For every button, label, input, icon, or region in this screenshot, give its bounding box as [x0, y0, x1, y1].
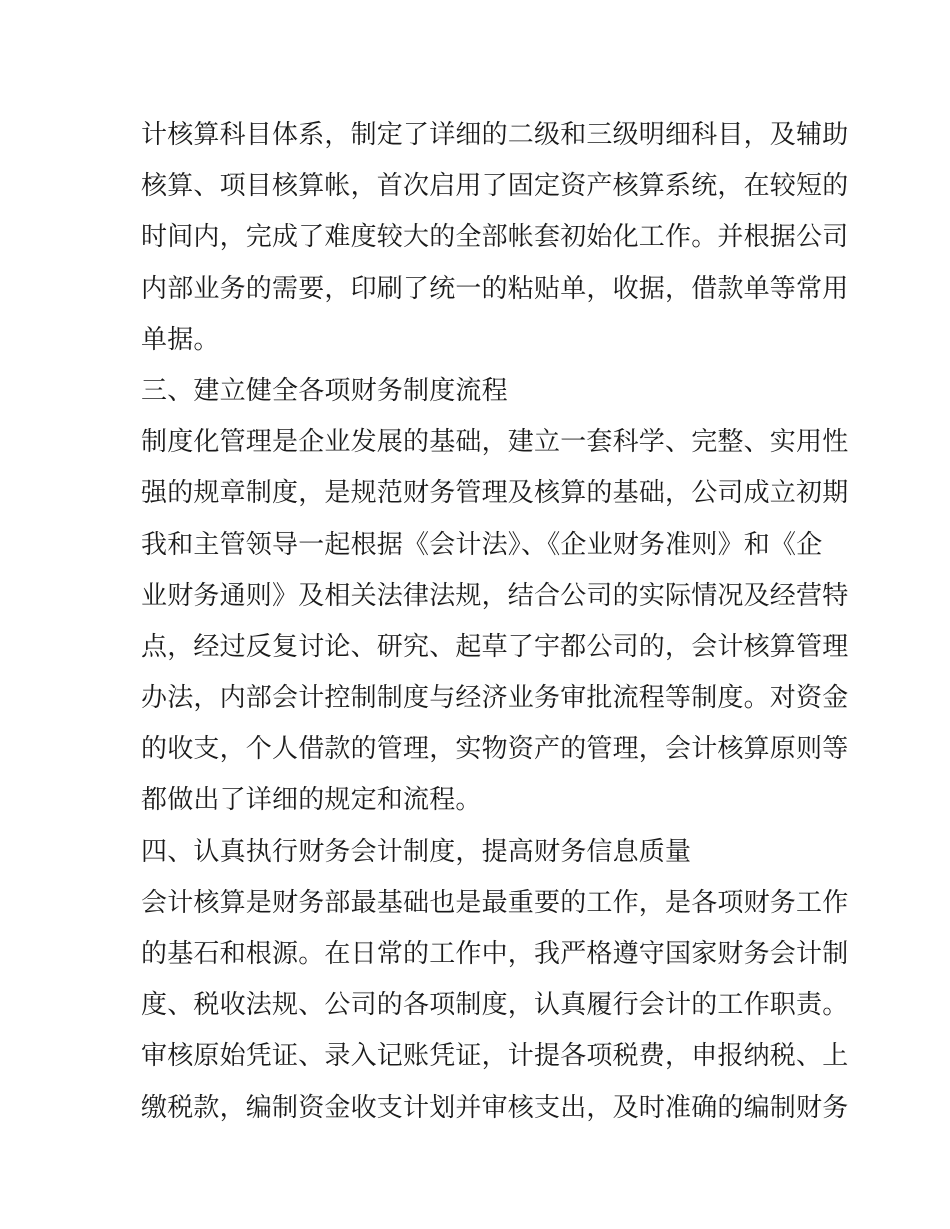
paragraph-line-continuation: 计核算科目体系，制定了详细的二级和三级明细科目，及辅助 [141, 120, 849, 150]
paragraph-line: 业财务通则》及相关法律法规，结合公司的实际情况及经营特 [141, 580, 849, 611]
paragraph-line: 制度化管理是企业发展的基础，建立一套科学、完整、实用性 [141, 427, 849, 458]
paragraph-line: 审核原始凭证、录入记账凭证，计提各项税费，申报纳税、上 [141, 1041, 849, 1072]
section-heading-3: 三、建立健全各项财务制度流程 [141, 375, 508, 406]
paragraph-line-continuation: 内部业务的需要，印刷了统一的粘贴单，收据，借款单等常用 [141, 273, 849, 304]
paragraph-line: 的基石和根源。在日常的工作中，我严格遵守国家财务会计制 [141, 939, 849, 969]
paragraph-line: 缴税款，编制资金收支计划并审核支出，及时准确的编制财务 [141, 1092, 849, 1123]
paragraph-line: 点，经过反复讨论、研究、起草了宇都公司的，会计核算管理 [141, 631, 849, 662]
document-body [141, 110, 849, 1134]
paragraph-line: 度、税收法规、公司的各项制度，认真履行会计的工作职责。 [141, 990, 849, 1021]
section-heading-4: 四、认真执行财务会计制度，提高财务信息质量 [141, 836, 692, 867]
paragraph-line: 强的规章制度，是规范财务管理及核算的基础，公司成立初期 [141, 478, 849, 509]
paragraph-line: 我和主管领导一起根据《会计法》、《企业财务准则》和《企 [141, 529, 823, 560]
paragraph-line: 会计核算是财务部最基础也是最重要的工作，是各项财务工作 [141, 887, 849, 918]
paragraph-line-continuation: 核算、项目核算帐，首次启用了固定资产核算系统，在较短的 [141, 171, 849, 202]
paragraph-line: 的收支，个人借款的管理，实物资产的管理，会计核算原则等 [141, 734, 849, 765]
paragraph-line: 办法，内部会计控制制度与经济业务审批流程等制度。对资金 [141, 683, 849, 714]
paragraph-line: 都做出了详细的规定和流程。 [141, 785, 482, 816]
paragraph-line-continuation: 时间内，完成了难度较大的全部帐套初始化工作。并根据公司 [141, 222, 849, 253]
paragraph-line-continuation: 单据。 [141, 324, 220, 355]
